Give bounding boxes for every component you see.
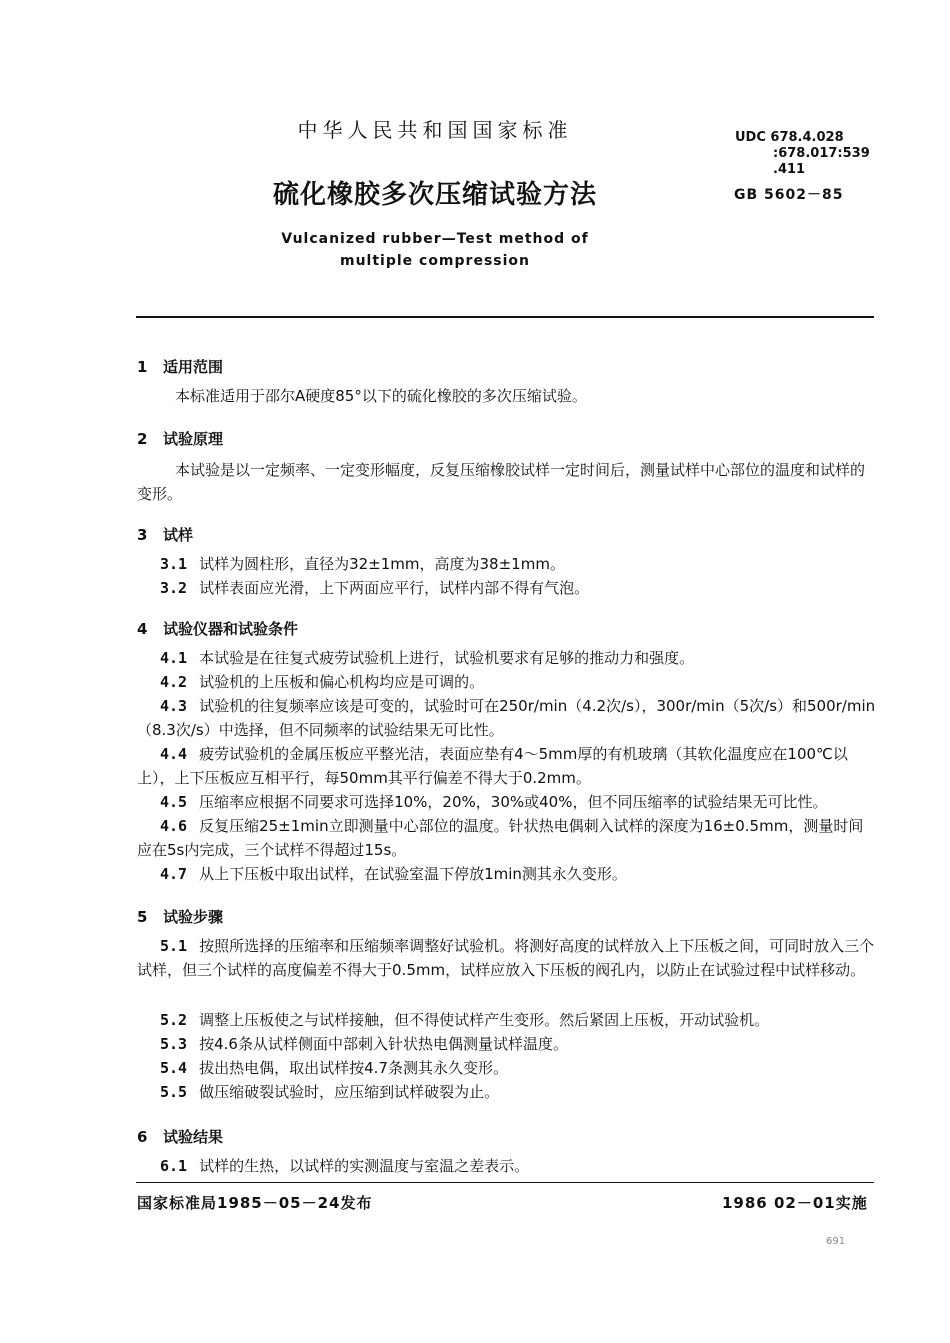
clause-4-7 [160, 862, 876, 886]
clause-5-1 [137, 934, 877, 982]
header-rule [136, 316, 874, 318]
gb-number: GB 5602－85 [734, 187, 844, 203]
clause-number: 5.2 [160, 1011, 188, 1029]
clause-text: 本试验是在往复式疲劳试验机上进行，试验机要求有足够的推动力和强度。 [199, 649, 695, 667]
clause-text: 调整上压板使之与试样接触，但不得使试样产生变形。然后紧固上压板，开动试验机。 [199, 1011, 770, 1029]
section-title: 试样 [163, 526, 194, 544]
document-title-cn: 硫化橡胶多次压缩试验方法 [272, 180, 597, 210]
clause-text: 试验机的往复频率应该是可变的，试验时可在250r/min（4.2次/s），300r/min（5次/s）和500r/min（8.3次/s）中选择，但不同频率的试验结果无可比性。 [137, 697, 876, 739]
clause-5-2 [160, 1008, 876, 1032]
clause-4-1 [160, 646, 876, 670]
document-title-en [200, 228, 670, 272]
footer-rule [136, 1182, 874, 1183]
clause-number: 4.1 [160, 649, 188, 667]
clause-number: 3.1 [160, 555, 188, 573]
clause-number: 5.5 [160, 1083, 188, 1101]
clause-number: 4.7 [160, 865, 188, 883]
section-title: 试验原理 [163, 430, 224, 448]
title-en-line-1: Vulcanized rubber—Test method of [281, 231, 589, 247]
clause-number: 5.3 [160, 1035, 188, 1053]
section-1-heading [137, 356, 223, 377]
clause-text: 疲劳试验机的金属压板应平整光洁，表面应垫有4～5mm厚的有机玻璃（其软化温度应在100℃以上），上下压板应互相平行，每50mm其平行偏差不得大于0.2mm。 [137, 745, 848, 787]
clause-number: 6.1 [160, 1157, 188, 1175]
section-title: 适用范围 [163, 358, 224, 376]
page-number: 691 [826, 1236, 846, 1247]
clause-4-5 [160, 790, 876, 814]
udc-line-1: UDC 678.4.028 [735, 130, 844, 145]
clause-text: 试样表面应光滑，上下两面应平行，试样内部不得有气泡。 [199, 579, 590, 597]
clause-5-3 [160, 1032, 876, 1056]
issue-date: 国家标准局1985－05－24发布 [137, 1194, 373, 1212]
clause-number: 3.2 [160, 579, 188, 597]
clause-number: 4.6 [160, 817, 188, 835]
clause-5-5 [160, 1080, 876, 1104]
section-number: 2 [137, 430, 148, 448]
section-number: 1 [137, 358, 148, 376]
section-number: 6 [137, 1128, 148, 1146]
section-2-heading [137, 428, 223, 449]
clause-3-2 [160, 576, 876, 600]
udc-code [735, 130, 870, 178]
clause-number: 4.4 [160, 745, 188, 763]
clause-text: 做压缩破裂试验时，应压缩到试样破裂为止。 [199, 1083, 500, 1101]
clause-text: 按照所选择的压缩率和压缩频率调整好试验机。将测好高度的试样放入上下压板之间，可同时放入三个试样，但三个试样的高度偏差不得大于0.5mm，试样应放入下压板的阀孔内，以防止在试验过程中试样移动。 [137, 937, 875, 979]
clause-text: 压缩率应根据不同要求可选择10%，20%，30%或40%，但不同压缩率的试验结果无可比性。 [199, 793, 828, 811]
clause-text: 按4.6条从试样侧面中部刺入针状热电偶测量试样温度。 [199, 1035, 568, 1053]
section-title: 试验步骤 [163, 908, 224, 926]
section-3-heading [137, 524, 193, 545]
clause-3-1 [160, 552, 876, 576]
section-number: 3 [137, 526, 148, 544]
clause-text: 拔出热电偶，取出试样按4.7条测其永久变形。 [199, 1059, 508, 1077]
clause-number: 4.2 [160, 673, 188, 691]
section-number: 5 [137, 908, 148, 926]
clause-4-2 [160, 670, 876, 694]
udc-line-3: .411 [773, 162, 806, 177]
clause-5-4 [160, 1056, 876, 1080]
clause-text: 试验机的上压板和偏心机构均应是可调的。 [199, 673, 485, 691]
section-4-heading [137, 618, 298, 639]
clause-4-6 [137, 814, 877, 862]
section-2-text: 本试验是以一定频率、一定变形幅度，反复压缩橡胶试样一定时间后，测量试样中心部位的温度和试样的变形。 [137, 461, 866, 503]
clause-text: 试样的生热，以试样的实测温度与室温之差表示。 [199, 1157, 530, 1175]
standard-name: 中华人民共和国国家标准 [297, 118, 573, 142]
clause-number: 5.1 [160, 937, 188, 955]
clause-6-1 [160, 1154, 876, 1178]
section-number: 4 [137, 620, 148, 638]
section-5-heading [137, 906, 223, 927]
section-title: 试验结果 [163, 1128, 224, 1146]
effective-date: 1986 02－01实施 [722, 1194, 868, 1212]
title-en-line-2: multiple compression [339, 253, 530, 269]
section-title: 试验仪器和试验条件 [163, 620, 299, 638]
clause-text: 试样为圆柱形，直径为32±1mm，高度为38±1mm。 [199, 555, 565, 573]
clause-4-3 [137, 694, 877, 742]
clause-4-4 [137, 742, 877, 790]
udc-line-2: :678.017:539 [773, 146, 870, 161]
clause-text: 反复压缩25±1min立即测量中心部位的温度。针状热电偶刺入试样的深度为16±0.5mm，测量时间应在5s内完成，三个试样不得超过15s。 [137, 817, 864, 859]
section-1-text: 本标准适用于邵尔A硬度85°以下的硫化橡胶的多次压缩试验。 [175, 387, 587, 405]
clause-number: 4.3 [160, 697, 188, 715]
clause-number: 4.5 [160, 793, 188, 811]
clause-text: 从上下压板中取出试样，在试验室温下停放1min测其永久变形。 [199, 865, 627, 883]
clause-number: 5.4 [160, 1059, 188, 1077]
section-6-heading [137, 1126, 223, 1147]
